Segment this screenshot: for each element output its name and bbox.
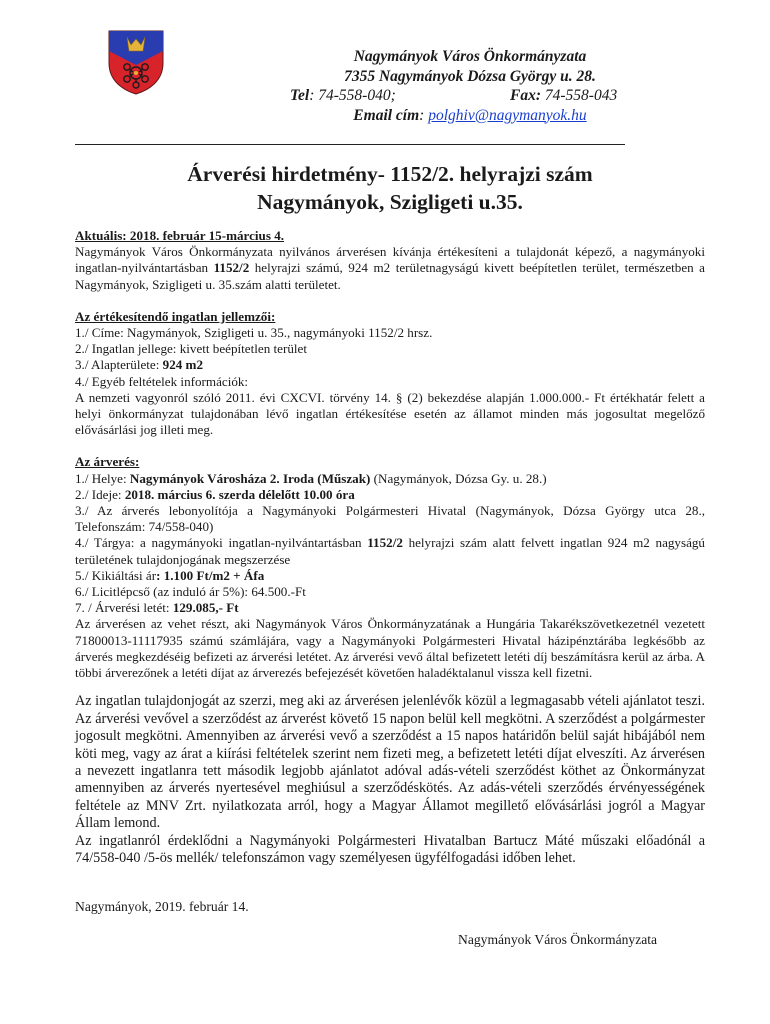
property-item-3 xyxy=(75,357,705,373)
place-label: 1./ Helye: xyxy=(75,470,130,486)
contact-row xyxy=(270,86,670,106)
intro-text-1: Nagymányok Város Önkormányzata nyilvános árverésen kívánja értékesíteni a tulajdonát képező, a nagymányoki ingatlan-nyilvántartásban xyxy=(75,244,705,276)
coat-of-arms-icon xyxy=(107,29,165,95)
fax-label: Fax: xyxy=(510,87,541,104)
auction-item-6: 6./ Licitlépcső (az induló ár 5%): 64.500.-Ft xyxy=(75,584,306,600)
title-line-1: Árverési hirdetmény- 1152/2. helyrajzi szám xyxy=(187,162,593,186)
signature: Nagymányok Város Önkormányzata xyxy=(458,932,658,947)
deposit-label: 7. / Árverési letét: xyxy=(75,600,173,616)
intro-paragraph xyxy=(75,244,705,293)
contract-paragraph: Az ingatlan tulajdonjogát az szerzi, meg aki az árverésen jelenlévők közül a legmagasabb vételi ajánlatot teszi. Az árverési vevővel a szerződést az árverést követő 15 napon belül kell megkötni. A szerződést a polgármester jogosult megkötni. Amennyiben az árverési vevő a szerződést a 15 napos határidőn belül saját hibájából nem köti meg, vagy az árat a kiírási feltételek szerint nem fizeti meg, a befizetett letéti díjat elveszíti. Az árverésen a nevezett ingatlanra tett második legjobb ajánlatot adóval adás-vételi szerződést köthet az Önkormányzat amennyiben az árverés nyertesével meghiúsul a szerződéskötés. Az adás-vételi szerződés érvényességének feltétele az MNV Zrt. nyilatkozata arról, hogy a Magyar Államot megillető elővásárlási jogról a Magyar Állam lemond. xyxy=(75,693,705,832)
auction-item-1 xyxy=(75,471,705,487)
email-sep: : xyxy=(419,106,429,124)
auction-item-2 xyxy=(75,487,705,503)
intro-text-2: helyrajzi számú, 924 m2 területnagyságú kivett beépítetlen terület, természetben a Nagymányok, Szigligeti u. 35.szám alatti területet. xyxy=(75,260,705,292)
auction-item-7 xyxy=(75,600,705,616)
phone xyxy=(290,86,396,106)
subject-text-2: helyrajzi szám alatt felvett ingatlan 924 m2 nagyságú területének tulajdonjogának megszerzése xyxy=(75,535,705,567)
intro-lot: 1152/2 xyxy=(213,260,250,276)
letterhead xyxy=(270,47,670,125)
subject-text-1: 4./ Tárgya: a nagymányoki ingatlan-nyilvántartásban xyxy=(75,535,368,551)
org-address: 7355 Nagymányok Dózsa György u. 28. xyxy=(344,67,596,85)
price-label: 5./ Kikiáltási ár xyxy=(75,567,157,583)
time-label: 2./ Ideje: xyxy=(75,486,125,502)
place-address: (Nagymányok, Dózsa Gy. u. 28.) xyxy=(370,470,547,486)
phone-label: Tel xyxy=(290,87,310,104)
auction-item-3: 3./ Az árverés lebonyolítója a Nagymányoki Polgármesteri Hivatal (Nagymányok, Dózsa György utca 28., Telefonszám: 74/558-040) xyxy=(75,503,705,535)
fax-value: 74-558-043 xyxy=(541,87,618,104)
place-value: Nagymányok Városháza 2. Iroda (Műszak) xyxy=(129,470,371,486)
email-label: Email cím xyxy=(353,106,420,124)
deposit-value: 129.085,- Ft xyxy=(172,600,239,616)
current-label: Aktuális: 2018. február 15-március 4. xyxy=(75,228,285,243)
document-body xyxy=(75,228,705,867)
auction-item-4 xyxy=(75,535,705,567)
property-item-1: 1./ Címe: Nagymányok, Szigligeti u. 35., nagymányoki 1152/2 hrsz. xyxy=(75,325,433,341)
auction-heading: Az árverés: xyxy=(75,454,140,470)
property-item-4: 4./ Egyéb feltételek információk: xyxy=(75,373,249,389)
subject-lot: 1152/2 xyxy=(367,535,403,551)
time-value: 2018. március 6. szerda délelőtt 10.00 óra xyxy=(124,486,355,502)
contact-paragraph: Az ingatlanról érdeklődni a Nagymányoki Polgármesteri Hivatalban Bartucz Máté műszaki előadónál a 74/558-040 /5-ös mellék/ telefonszámon vagy személyesen ügyfélfogadási időben lehet. xyxy=(75,832,705,866)
email-link[interactable]: polghiv@nagymanyok.hu xyxy=(428,106,587,124)
fax xyxy=(510,86,617,106)
title-line-2: Nagymányok, Szigligeti u.35. xyxy=(257,190,523,214)
email-line xyxy=(270,106,670,126)
header-divider xyxy=(75,144,625,145)
property-item-4-text: A nemzeti vagyonról szóló 2011. évi CXCVI. törvény 14. § (2) bekezdése alapján 1.000.000.- Ft értékhatár felett a helyi önkormányzat tulajdonában lévő ingatlan értékesítése esetén az államot minden más jogosultat megelőző elővásárlási jog illeti meg. xyxy=(75,389,705,438)
area-label: 3./ Alapterülete: xyxy=(75,357,163,373)
property-heading: Az értékesítendő ingatlan jellemzői: xyxy=(75,308,276,324)
phone-value: : 74-558-040; xyxy=(309,87,396,104)
price-value: : 1.100 Ft/m2 + Áfa xyxy=(156,567,265,583)
document-date: Nagymányok, 2019. február 14. xyxy=(75,899,249,914)
page-title xyxy=(75,160,705,216)
auction-item-5 xyxy=(75,568,705,584)
area-value: 924 m2 xyxy=(162,357,204,373)
property-item-2: 2./ Ingatlan jellege: kivett beépítetlen terület xyxy=(75,341,307,357)
org-name: Nagymányok Város Önkormányzata xyxy=(353,48,587,65)
deposit-paragraph: Az árverésen az vehet részt, aki Nagymányok Város Önkormányzatának a Hungária Takarékszövetkezetnél vezetett 71800013-11117935 számú számlájára, vagy a Nagymányoki Polgármesteri Hivatal házipénztárába legkésőbb az árverés megkezdéséig befizeti az árverési letétet. Az árverési vevő által befizetett letéti díj beszámításra kerül az árba. A többi árverezőnek a letéti díjat az árverezés befejezését követően haladéktalanul vissza kell fizetni. xyxy=(75,616,705,681)
